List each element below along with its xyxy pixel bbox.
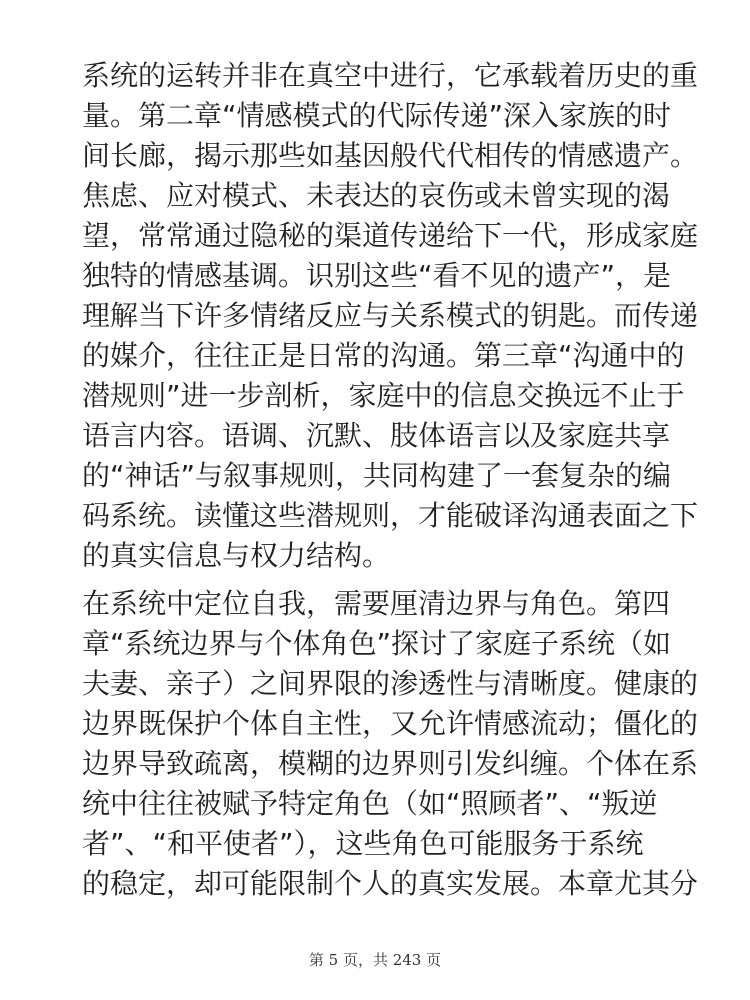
- text-line: 的媒介，往往正是日常的沟通。第三章“沟通中的: [82, 339, 685, 372]
- text-line: 独特的情感基调。识别这些“看不见的遗产”，是: [82, 259, 672, 292]
- text-line: 码系统。读懂这些潜规则，才能破译沟通表面之下: [82, 499, 699, 532]
- paragraph-2: [82, 584, 699, 904]
- text-line: 在系统中定位自我，需要厘清边界与角色。第四: [82, 587, 671, 620]
- text-line: 的稳定，却可能限制个人的真实发展。本章尤其分: [82, 867, 699, 900]
- text-line: 语言内容。语调、沉默、肢体语言以及家庭共享: [82, 419, 671, 452]
- text-line: 间长廊，揭示那些如基因般代代相传的情感遗产。: [82, 139, 699, 172]
- text-line: 的“神话”与叙事规则，共同构建了一套复杂的编: [82, 459, 672, 492]
- text-line: 边界既保护个体自主性，又允许情感流动；僵化的: [82, 707, 699, 740]
- paragraph-1: [82, 56, 699, 576]
- text-line: 望，常常通过隐秘的渠道传递给下一代，形成家庭: [82, 219, 699, 252]
- text-line: 的真实信息与权力结构。: [82, 539, 391, 572]
- text-line: 边界导致疏离，模糊的边界则引发纠缠。个体在系: [82, 747, 699, 780]
- page-number-footer: 第 5 页，共 243 页: [308, 951, 442, 969]
- text-line: 焦虑、应对模式、未表达的哀伤或未曾实现的渴: [82, 179, 671, 212]
- text-line: 理解当下许多情绪反应与关系模式的钥匙。而传递: [82, 299, 699, 332]
- text-line: 系统的运转并非在真空中进行，它承载着历史的重: [82, 59, 699, 92]
- text-line: 量。第二章“情感模式的代际传递”深入家族的时: [82, 99, 672, 132]
- text-line: 夫妻、亲子）之间界限的渗透性与清晰度。健康的: [82, 667, 699, 700]
- text-line: 潜规则”进一步剖析，家庭中的信息交换远不止于: [82, 379, 685, 412]
- text-line: 者”、“和平使者”），这些角色可能服务于系统: [82, 827, 644, 860]
- document-body: [82, 56, 699, 904]
- text-line: 章“系统边界与个体角色”探讨了家庭子系统（如: [82, 627, 672, 660]
- text-line: 统中往往被赋予特定角色（如“照顾者”、“叛逆: [82, 787, 658, 820]
